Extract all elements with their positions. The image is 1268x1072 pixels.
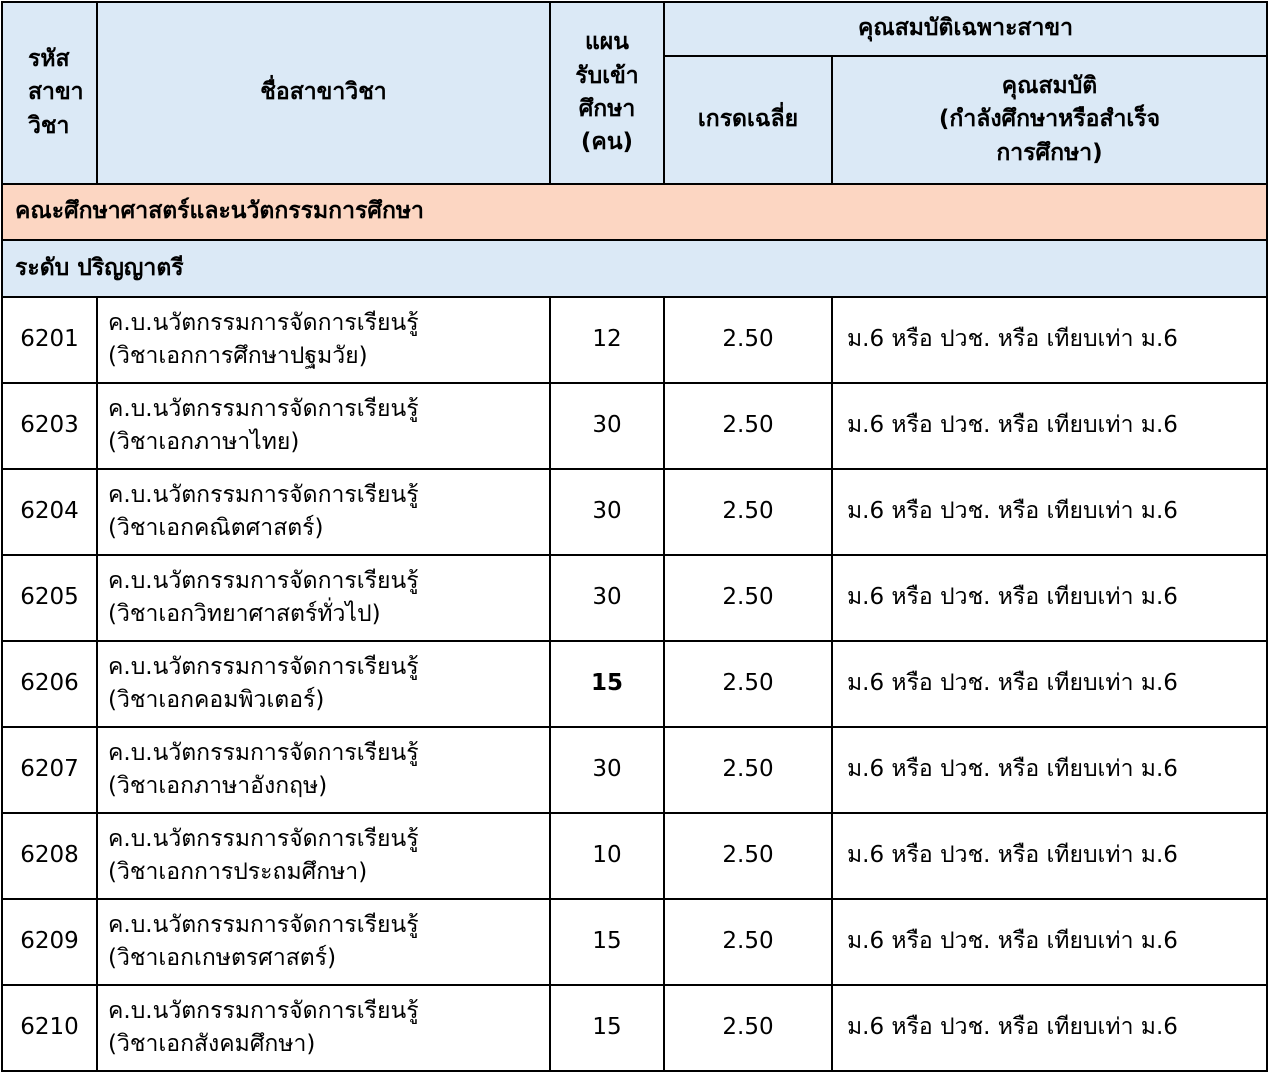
qualification: ม.6 หรือ ปวช. หรือ เทียบเท่า ม.6: [832, 469, 1267, 555]
program-code: 6204: [2, 469, 97, 555]
program-name: [97, 297, 550, 383]
table-row: [2, 383, 1267, 469]
header-plan-line: รับเข้า: [575, 62, 639, 89]
program-major: (วิชาเอกคณิตศาสตร์): [108, 515, 324, 541]
plan-count: 30: [550, 555, 664, 641]
qualification: ม.6 หรือ ปวช. หรือ เทียบเท่า ม.6: [832, 899, 1267, 985]
header-gpa: เกรดเฉลี่ย: [664, 56, 832, 184]
program-major: (วิชาเอกคอมพิวเตอร์): [108, 687, 325, 713]
gpa-value: 2.50: [664, 469, 832, 555]
qualification: ม.6 หรือ ปวช. หรือ เทียบเท่า ม.6: [832, 727, 1267, 813]
program-name: [97, 469, 550, 555]
header-plan-line: ศึกษา: [578, 96, 636, 122]
faculty-name: คณะศึกษาศาสตร์และนวัตกรรมการศึกษา: [2, 184, 1267, 240]
program-degree: ค.บ.นวัตกรรมการจัดการเรียนรู้: [108, 309, 419, 336]
program-degree: ค.บ.นวัตกรรมการจัดการเรียนรู้: [108, 911, 419, 938]
program-code: 6201: [2, 297, 97, 383]
plan-count: 15: [550, 641, 664, 727]
program-code: 6205: [2, 555, 97, 641]
header-code-line: รหัส: [28, 45, 70, 72]
program-major: (วิชาเอกการประถมศึกษา): [108, 859, 368, 885]
table-row: [2, 469, 1267, 555]
header-qual-line: (กำลังศึกษาหรือสำเร็จ: [938, 106, 1161, 133]
program-name: [97, 383, 550, 469]
table-row: [2, 899, 1267, 985]
program-name: [97, 985, 550, 1071]
program-code: 6207: [2, 727, 97, 813]
plan-count: 30: [550, 469, 664, 555]
header-qualification: [832, 56, 1267, 184]
table-row: [2, 727, 1267, 813]
gpa-value: 2.50: [664, 985, 832, 1071]
program-major: (วิชาเอกการศึกษาปฐมวัย): [108, 343, 368, 369]
plan-count: 10: [550, 813, 664, 899]
table-row: [2, 985, 1267, 1071]
header-qual-group: คุณสมบัติเฉพาะสาขา: [664, 2, 1267, 56]
degree-level: ระดับ ปริญญาตรี: [2, 240, 1267, 297]
plan-count: 12: [550, 297, 664, 383]
qualification: ม.6 หรือ ปวช. หรือ เทียบเท่า ม.6: [832, 985, 1267, 1071]
qualification: ม.6 หรือ ปวช. หรือ เทียบเท่า ม.6: [832, 383, 1267, 469]
program-degree: ค.บ.นวัตกรรมการจัดการเรียนรู้: [108, 567, 419, 594]
header-program-name: ชื่อสาขาวิชา: [97, 2, 550, 184]
plan-count: 15: [550, 899, 664, 985]
program-major: (วิชาเอกภาษาอังกฤษ): [108, 773, 328, 799]
program-major: (วิชาเอกภาษาไทย): [108, 429, 300, 455]
program-major: (วิชาเอกเกษตรศาสตร์): [108, 945, 337, 971]
qualification: ม.6 หรือ ปวช. หรือ เทียบเท่า ม.6: [832, 813, 1267, 899]
program-degree: ค.บ.นวัตกรรมการจัดการเรียนรู้: [108, 825, 419, 852]
program-code: 6203: [2, 383, 97, 469]
program-name: [97, 727, 550, 813]
program-name: [97, 641, 550, 727]
program-name: [97, 555, 550, 641]
admission-table: [1, 1, 1268, 1072]
program-degree: ค.บ.นวัตกรรมการจัดการเรียนรู้: [108, 395, 419, 422]
table-row: [2, 555, 1267, 641]
gpa-value: 2.50: [664, 555, 832, 641]
header-plan: [550, 2, 664, 184]
program-major: (วิชาเอกวิทยาศาสตร์ทั่วไป): [108, 601, 381, 627]
plan-count: 30: [550, 383, 664, 469]
gpa-value: 2.50: [664, 813, 832, 899]
gpa-value: 2.50: [664, 899, 832, 985]
gpa-value: 2.50: [664, 641, 832, 727]
qualification: ม.6 หรือ ปวช. หรือ เทียบเท่า ม.6: [832, 641, 1267, 727]
program-code: 6209: [2, 899, 97, 985]
qualification: ม.6 หรือ ปวช. หรือ เทียบเท่า ม.6: [832, 555, 1267, 641]
program-code: 6206: [2, 641, 97, 727]
qualification: ม.6 หรือ ปวช. หรือ เทียบเท่า ม.6: [832, 297, 1267, 383]
faculty-row: [2, 184, 1267, 240]
header-code-line: สาขา: [28, 79, 84, 106]
table-row: [2, 641, 1267, 727]
program-name: [97, 899, 550, 985]
gpa-value: 2.50: [664, 383, 832, 469]
header-qual-line: คุณสมบัติ: [1001, 72, 1098, 99]
gpa-value: 2.50: [664, 727, 832, 813]
header-plan-line: แผน: [584, 29, 630, 56]
program-major: (วิชาเอกสังคมศึกษา): [108, 1031, 316, 1057]
table-row: [2, 813, 1267, 899]
header-code-line: วิชา: [28, 112, 70, 139]
plan-count: 15: [550, 985, 664, 1071]
table-row: [2, 297, 1267, 383]
header-code: [2, 2, 97, 184]
program-name: [97, 813, 550, 899]
program-degree: ค.บ.นวัตกรรมการจัดการเรียนรู้: [108, 653, 419, 680]
program-degree: ค.บ.นวัตกรรมการจัดการเรียนรู้: [108, 739, 419, 766]
program-code: 6208: [2, 813, 97, 899]
program-degree: ค.บ.นวัตกรรมการจัดการเรียนรู้: [108, 481, 419, 508]
level-row: [2, 240, 1267, 297]
header-qual-line: การศึกษา): [996, 139, 1103, 166]
program-degree: ค.บ.นวัตกรรมการจัดการเรียนรู้: [108, 997, 419, 1024]
plan-count: 30: [550, 727, 664, 813]
program-code: 6210: [2, 985, 97, 1071]
header-plan-line: (คน): [580, 129, 634, 156]
gpa-value: 2.50: [664, 297, 832, 383]
